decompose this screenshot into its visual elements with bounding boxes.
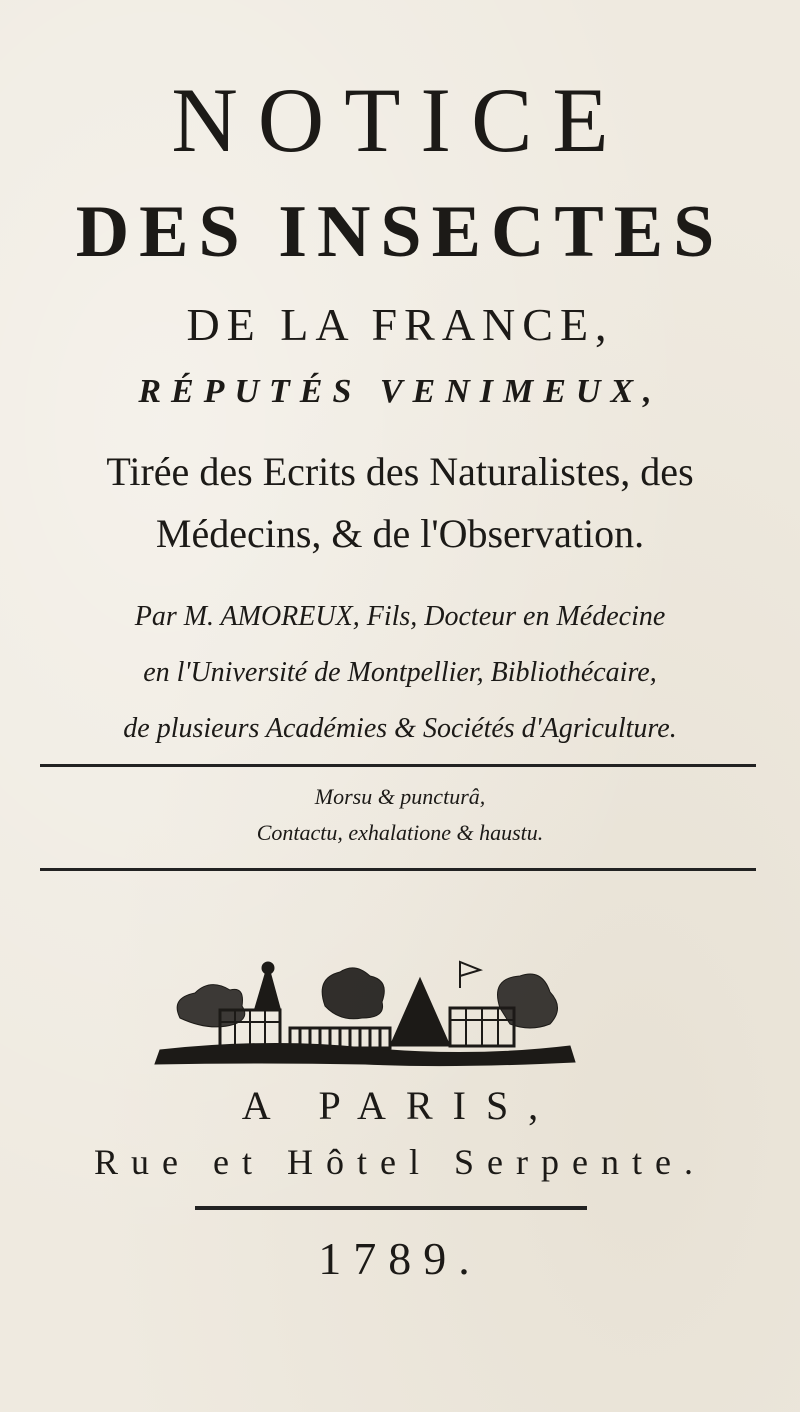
bottom-rule bbox=[40, 868, 756, 871]
imprint-rule bbox=[195, 1206, 587, 1210]
title-des-insectes: DES INSECTES bbox=[75, 191, 725, 273]
publication-year: 1789. bbox=[318, 1233, 482, 1284]
imprint-address: Rue et Hôtel Serpente. bbox=[94, 1142, 706, 1182]
printers-ornament bbox=[150, 958, 580, 1068]
top-rule bbox=[40, 764, 756, 767]
author-line-1: Par M. AMOREUX, Fils, Docteur en Médecine bbox=[134, 601, 666, 632]
title-reputes-venimeux: RÉPUTÉS VENIMEUX, bbox=[138, 373, 662, 410]
subtitle-line-1: Tirée des Ecrits des Naturalistes, des bbox=[106, 449, 694, 494]
motto-line-2: Contactu, exhalatione & haustu. bbox=[256, 820, 544, 845]
imprint-city: A PARIS, bbox=[241, 1083, 559, 1128]
title-notice: NOTICE bbox=[171, 69, 629, 171]
motto-line-1: Morsu & puncturâ, bbox=[314, 784, 486, 809]
title-de-la-france: DE LA FRANCE, bbox=[186, 299, 614, 350]
author-line-3: de plusieurs Académies & Sociétés d'Agriculture. bbox=[123, 713, 677, 744]
author-line-2: en l'Université de Montpellier, Bibliothécaire, bbox=[143, 657, 657, 688]
subtitle-line-2: Médecins, & de l'Observation. bbox=[155, 511, 645, 556]
